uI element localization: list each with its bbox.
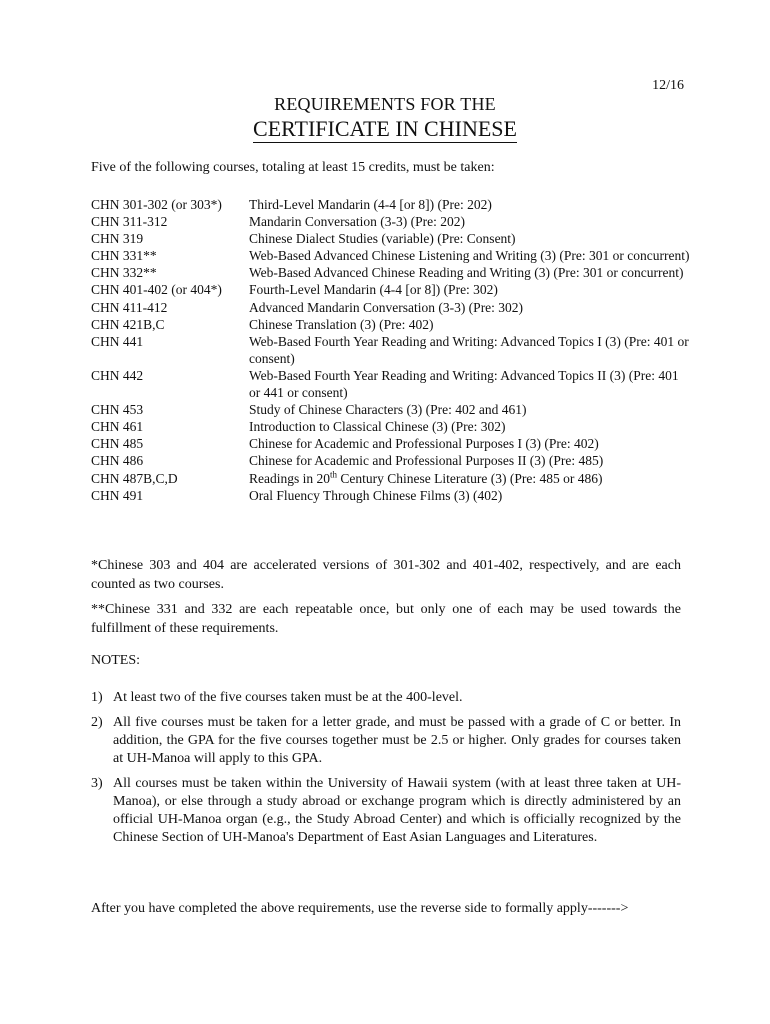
- course-row: [91, 470, 691, 487]
- ordinal-suffix: th: [330, 469, 338, 479]
- note-text: All five courses must be taken for a letter grade, and must be passed with a grade of C or better. In addition, the GPA for the five courses together must be 2.5 or higher. Only grades for courses taken at UH-Manoa will apply to this GPA.: [113, 715, 681, 766]
- certificate-title: CERTIFICATE IN CHINESE: [253, 116, 517, 141]
- notes-heading: NOTES:: [91, 653, 140, 668]
- note-text: All courses must be taken within the University of Hawaii system (with at least three taken at UH-Manoa), or else through a study abroad or exchange program which is directly administered by an official UH-Manoa organ (e.g., the Study Abroad Center) and which is officially recognized by the Chinese Section of UH-Manoa's Department of East Asian Languages and Literatures.: [113, 776, 681, 845]
- notes-list: [91, 689, 681, 854]
- note-number: 3): [91, 776, 103, 791]
- course-code: CHN 486: [91, 453, 144, 469]
- note-item: [91, 689, 681, 707]
- course-description: Introduction to Classical Chinese (3) (Pre: 302): [249, 419, 506, 435]
- course-row: [91, 299, 691, 316]
- course-code: CHN 453: [91, 402, 144, 418]
- course-code: CHN 491: [91, 487, 144, 503]
- note-item: [91, 775, 681, 847]
- note-number: 1): [91, 690, 103, 705]
- course-row: [91, 247, 691, 264]
- course-row: [91, 213, 691, 230]
- footnote-double-star: **Chinese 331 and 332 are each repeatable once, but only one of each may be used towards the fulfillment of these requirements.: [91, 602, 681, 636]
- course-code: CHN 331**: [91, 248, 157, 264]
- title-line-2: [0, 116, 770, 142]
- course-code: CHN 311-312: [91, 214, 168, 230]
- course-description: Chinese Translation (3) (Pre: 402): [249, 316, 434, 332]
- course-description-part: Readings in 20: [249, 470, 330, 486]
- course-row: [91, 401, 691, 418]
- course-row: [91, 418, 691, 435]
- course-code: CHN 319: [91, 231, 144, 247]
- course-row: [91, 452, 691, 469]
- course-row: [91, 281, 691, 298]
- course-code: CHN 485: [91, 436, 144, 452]
- note-item: [91, 714, 681, 768]
- course-code: CHN 421B,C: [91, 316, 165, 332]
- course-description: Chinese for Academic and Professional Purposes I (3) (Pre: 402): [249, 436, 599, 452]
- title-line-1: REQUIREMENTS FOR THE: [274, 94, 496, 114]
- course-row: [91, 333, 691, 367]
- course-description: Oral Fluency Through Chinese Films (3) (402): [249, 487, 503, 503]
- course-list: [91, 196, 691, 504]
- course-description: Web-Based Advanced Chinese Reading and Writing (3) (Pre: 301 or concurrent): [249, 265, 684, 281]
- course-description: Study of Chinese Characters (3) (Pre: 402 and 461): [249, 402, 527, 418]
- course-description: Chinese for Academic and Professional Purposes II (3) (Pre: 485): [249, 453, 604, 469]
- course-code: CHN 401-402 (or 404*): [91, 282, 222, 298]
- course-row: [91, 196, 691, 213]
- note-text: At least two of the five courses taken must be at the 400-level.: [113, 690, 463, 705]
- course-description: Fourth-Level Mandarin (4-4 [or 8]) (Pre: 302): [249, 282, 498, 298]
- footnote-single-star: *Chinese 303 and 404 are accelerated versions of 301-302 and 401-402, respectively, and are each counted as two courses.: [91, 558, 681, 592]
- course-code: CHN 442: [91, 367, 144, 383]
- course-row: [91, 435, 691, 452]
- course-description: Web-Based Fourth Year Reading and Writing: Advanced Topics II (3) (Pre: 401 or 441 or consent): [249, 367, 679, 401]
- course-row: [91, 230, 691, 247]
- course-code: CHN 487B,C,D: [91, 470, 178, 486]
- course-code: CHN 332**: [91, 265, 157, 281]
- note-number: 2): [91, 715, 103, 730]
- course-description-part: Century Chinese Literature (3) (Pre: 485 or 486): [337, 470, 603, 486]
- course-description: Mandarin Conversation (3-3) (Pre: 202): [249, 214, 465, 230]
- course-description: Advanced Mandarin Conversation (3-3) (Pre: 302): [249, 299, 524, 315]
- course-row: [91, 264, 691, 281]
- course-code: CHN 461: [91, 419, 144, 435]
- intro-text: Five of the following courses, totaling at least 15 credits, must be taken:: [91, 160, 495, 175]
- course-description: Web-Based Advanced Chinese Listening and Writing (3) (Pre: 301 or concurrent): [249, 248, 690, 264]
- closing-instruction: After you have completed the above requirements, use the reverse side to formally apply------->: [91, 901, 629, 916]
- course-description: [249, 470, 691, 487]
- course-row: [91, 487, 691, 504]
- course-code: CHN 301-302 (or 303*): [91, 197, 222, 212]
- course-description: Chinese Dialect Studies (variable) (Pre: Consent): [249, 231, 516, 247]
- course-row: [91, 316, 691, 333]
- course-code: CHN 441: [91, 333, 144, 349]
- revision-date: 12/16: [652, 78, 684, 93]
- course-row: [91, 367, 691, 401]
- course-description: Web-Based Fourth Year Reading and Writing: Advanced Topics I (3) (Pre: 401 or consent): [249, 333, 689, 366]
- course-description: Third-Level Mandarin (4-4 [or 8]) (Pre: 202): [249, 197, 492, 212]
- course-code: CHN 411-412: [91, 299, 168, 315]
